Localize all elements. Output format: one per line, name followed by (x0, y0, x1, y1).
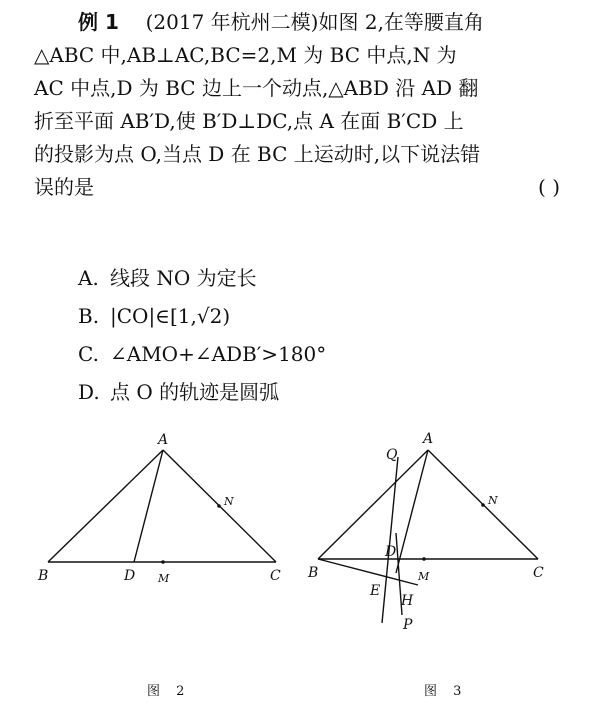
label-a: A (158, 432, 169, 448)
label-m: M (158, 572, 170, 585)
problem-text-line: △ABC 中,AB⊥AC,BC=2,M 为 BC 中点,N 为 (34, 43, 457, 67)
figure-3 (300, 425, 590, 645)
label-b: B (308, 565, 319, 581)
label-p: P (403, 617, 413, 633)
problem-source: (2017 年杭州二模) (145, 10, 319, 34)
figure-2 (20, 430, 310, 640)
label-a: A (423, 431, 434, 447)
option-d (78, 373, 326, 411)
option-text: |CO|∈[1,√2) (110, 304, 231, 328)
problem-last-line (34, 171, 582, 204)
example-label: 例 1 (78, 10, 119, 34)
segment-ab (48, 450, 163, 562)
point-n-dot (217, 504, 221, 508)
label-n: N (224, 495, 234, 508)
option-key: A. (78, 266, 99, 290)
problem-text-line: AC 中点,D 为 BC 边上一个动点,△ABD 沿 AD 翻 (34, 76, 479, 100)
label-d: D (385, 544, 397, 560)
option-a (78, 259, 326, 297)
option-text: 线段 NO 为定长 (110, 266, 257, 290)
problem-text-line: 误的是 (34, 175, 94, 199)
figure-3-caption: 图 3 (424, 684, 468, 699)
line-bh (318, 559, 418, 585)
problem-text-line: 折至平面 AB′D,使 B′D⊥DC,点 A 在面 B′CD 上 (34, 109, 464, 133)
problem-statement (34, 6, 582, 204)
point-m-dot (422, 557, 426, 561)
answer-bracket: ( ) (538, 175, 560, 199)
figure-2-caption: 图 2 (147, 684, 191, 699)
answer-options (78, 259, 326, 411)
problem-text-line: 如图 2,在等腰直角 (318, 10, 484, 34)
option-key: D. (78, 380, 100, 404)
label-c: C (533, 565, 544, 581)
label-n: N (488, 494, 498, 507)
label-b: B (38, 568, 49, 584)
option-key: B. (78, 304, 100, 328)
label-m: M (418, 570, 430, 583)
option-c (78, 335, 326, 373)
label-q: Q (386, 447, 398, 463)
segment-ab (318, 450, 428, 559)
problem-text-line: 的投影为点 O,当点 D 在 BC 上运动时,以下说法错 (34, 142, 481, 166)
line-qe (382, 457, 398, 623)
label-d: D (124, 568, 136, 584)
option-key: C. (78, 342, 99, 366)
label-h: H (401, 593, 414, 609)
point-n-dot (481, 503, 485, 507)
option-text: ∠AMO+∠ADB′>180° (110, 342, 327, 366)
segment-ad (134, 450, 163, 562)
problem-line-1 (34, 6, 582, 39)
point-m-dot (161, 560, 165, 564)
label-c: C (270, 568, 281, 584)
segment-ad (396, 450, 428, 573)
label-e: E (370, 583, 381, 599)
option-b (78, 297, 326, 335)
option-text: 点 O 的轨迹是圆弧 (110, 380, 280, 404)
